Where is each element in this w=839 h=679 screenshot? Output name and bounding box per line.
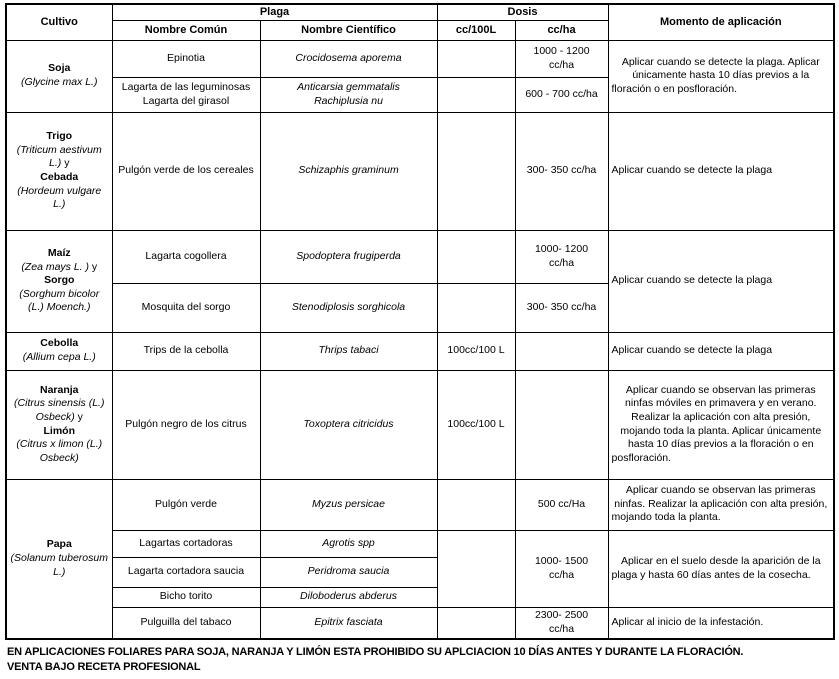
- table-row: [6, 530, 834, 557]
- crop-latin: (Allium cepa L.): [22, 351, 96, 363]
- pest-name: Lagarta de las leguminosas: [121, 80, 251, 93]
- cell-ccha-empty: [515, 370, 608, 479]
- cell-comun: Pulgón negro de los citrus: [112, 370, 260, 479]
- cell-cc100-empty: [437, 479, 515, 530]
- cell-comun: Pulgón verde: [112, 479, 260, 530]
- cell-cultivo-trigo-cebada: [6, 112, 112, 230]
- pest-name: Lagarta del girasol: [142, 94, 230, 107]
- cell-cultivo-cebolla: [6, 332, 112, 370]
- cell-ccha-empty: [515, 332, 608, 370]
- cell-cientifico: Stenodiplosis sorghicola: [260, 283, 437, 332]
- dose-line: cc/ha: [548, 568, 575, 581]
- cell-momento-cebolla: Aplicar cuando se detecte la plaga: [608, 332, 834, 370]
- table-row: [6, 370, 834, 479]
- crop-latin: (Solanum tuberosum L.): [10, 551, 108, 578]
- header-dosis: Dosis: [437, 4, 608, 20]
- cell-momento-naranja: Aplicar cuando se observan las primeras ninfas móviles en primavera y en verano. Realizar la aplicación con alta presión, mojando toda la planta. Aplicar únicamente hasta 10 días previos a la floración o en posfloración.: [608, 370, 834, 479]
- table-row: [6, 479, 834, 530]
- cell-momento-soja: Aplicar cuando se detecte la plaga. Aplicar únicamente hasta 10 días previos a la floración o en posfloración.: [608, 40, 834, 112]
- cell-cultivo-soja: [6, 40, 112, 112]
- table-row: [6, 607, 834, 639]
- crop-latin: (Glycine max L.): [21, 76, 98, 88]
- crop-latin: (Hordeum vulgare L.): [17, 184, 102, 211]
- dose-line: cc/ha: [548, 256, 575, 269]
- cell-comun: Mosquita del sorgo: [112, 283, 260, 332]
- cell-comun: Lagarta cortadora saucia: [112, 557, 260, 587]
- cell-cientifico: [260, 77, 437, 112]
- cell-cc100-empty: [437, 230, 515, 283]
- header-cc-ha: cc/ha: [515, 20, 608, 40]
- conjunction: y: [64, 157, 70, 170]
- crop-name: Maíz: [47, 246, 71, 259]
- cell-ccha: [515, 230, 608, 283]
- crop-latin: (Zea mays L. ): [21, 260, 89, 273]
- cell-comun: Lagarta cogollera: [112, 230, 260, 283]
- cell-ccha: 300- 350 cc/ha: [515, 112, 608, 230]
- crop-name: Papa: [46, 538, 72, 551]
- crop-latin: (Triticum aestivum L.): [16, 143, 102, 170]
- cell-cc100: 100cc/100 L: [437, 332, 515, 370]
- header-nombre-cientifico: Nombre Científico: [260, 20, 437, 40]
- cell-comun: Pulgón verde de los cereales: [112, 112, 260, 230]
- header-nombre-comun: Nombre Común: [112, 20, 260, 40]
- crop-name: Naranja: [39, 383, 79, 396]
- cell-cultivo-papa: [6, 479, 112, 639]
- cell-cientifico: Schizaphis graminum: [260, 112, 437, 230]
- cell-ccha: 600 - 700 cc/ha: [515, 77, 608, 112]
- cell-ccha-group: [515, 530, 608, 607]
- crop-latin: (Citrus x limon (L.) Osbeck): [16, 438, 103, 464]
- cell-ccha: 300- 350 cc/ha: [515, 283, 608, 332]
- dose-line: cc/ha: [548, 622, 575, 635]
- crop-name: Limón: [43, 424, 75, 437]
- cell-cientifico: Peridroma saucia: [260, 557, 437, 587]
- conjunction: y: [91, 260, 98, 273]
- cell-comun: Trips de la cebolla: [112, 332, 260, 370]
- cell-comun: Epinotia: [112, 40, 260, 77]
- cell-cc100: 100cc/100 L: [437, 370, 515, 479]
- header-cultivo: Cultivo: [6, 4, 112, 40]
- table-row: [6, 112, 834, 230]
- table-row: [6, 40, 834, 77]
- cell-momento-trigo: Aplicar cuando se detecte la plaga: [608, 112, 834, 230]
- cell-cc100-empty: [437, 112, 515, 230]
- table-row: [6, 230, 834, 283]
- dose-line: 1000 - 1200: [533, 44, 590, 57]
- cell-cc100-empty: [437, 283, 515, 332]
- sci-name: Anticarsia gemmatalis: [297, 80, 400, 93]
- table-row: [6, 332, 834, 370]
- cell-cientifico: Myzus persicae: [260, 479, 437, 530]
- cell-cientifico: Thrips tabaci: [260, 332, 437, 370]
- crop-name: Cebolla: [40, 337, 79, 350]
- cell-cc100-empty: [437, 77, 515, 112]
- header-cc-100l: cc/100L: [437, 20, 515, 40]
- cell-momento-papa-5: Aplicar al inicio de la infestación.: [608, 607, 834, 639]
- dose-line: cc/ha: [548, 58, 575, 71]
- crop-name: Soja: [48, 62, 71, 75]
- cell-ccha: 500 cc/Ha: [515, 479, 608, 530]
- cell-cultivo-maiz-sorgo: [6, 230, 112, 332]
- cell-cientifico: Spodoptera frugiperda: [260, 230, 437, 283]
- header-momento: Momento de aplicación: [608, 4, 834, 40]
- header-plaga: Plaga: [112, 4, 437, 20]
- header-row-1: [6, 4, 834, 20]
- cell-ccha: [515, 40, 608, 77]
- table-header: [6, 4, 834, 40]
- footnote-line: VENTA BAJO RECETA PROFESIONAL: [7, 660, 201, 673]
- cell-comun: [112, 77, 260, 112]
- crop-name: Trigo: [46, 130, 73, 143]
- cell-comun: Pulguilla del tabaco: [112, 607, 260, 639]
- cell-cientifico: Toxoptera citricidus: [260, 370, 437, 479]
- cell-cientifico: Agrotis spp: [260, 530, 437, 557]
- pest-dosage-table: [5, 3, 835, 640]
- dose-line: 2300- 2500: [534, 609, 589, 622]
- crop-latin: (Sorghum bicolor (L.) Moench.): [19, 287, 100, 314]
- sci-name: Rachiplusia nu: [314, 94, 383, 107]
- cell-cientifico: Crocidosema aporema: [260, 40, 437, 77]
- cell-comun: Lagartas cortadoras: [112, 530, 260, 557]
- cell-comun: Bicho torito: [112, 587, 260, 607]
- cell-momento-papa-1: Aplicar cuando se observan las primeras ninfas. Realizar la aplicación con alta presión, mojando toda la planta.: [608, 479, 834, 530]
- crop-latin: (Citrus sinensis (L.) Osbeck): [14, 397, 105, 423]
- dose-line: 1000- 1500: [534, 554, 589, 567]
- cell-cientifico: Diloboderus abderus: [260, 587, 437, 607]
- cell-cc100-empty: [437, 40, 515, 77]
- cell-momento-maiz: Aplicar cuando se detecte la plaga: [608, 230, 834, 332]
- crop-name: Sorgo: [44, 274, 75, 287]
- cell-ccha: [515, 607, 608, 639]
- cell-cientifico: Epitrix fasciata: [260, 607, 437, 639]
- cell-cc100-empty: [437, 607, 515, 639]
- conjunction: y: [77, 410, 83, 423]
- crop-name: Cebada: [40, 171, 79, 183]
- footnote-line: EN APLICACIONES FOLIARES PARA SOJA, NARANJA Y LIMÓN ESTA PROHIBIDO SU APLCIACION 10 DÍAS ANTES Y DURANTE LA FLORACIÓN.: [7, 646, 744, 658]
- footnotes: [7, 645, 839, 675]
- dose-line: 1000- 1200: [534, 242, 589, 255]
- cell-momento-papa-2: Aplicar en el suelo desde la aparición de la plaga y hasta 60 días antes de la cosecha.: [608, 530, 834, 607]
- cell-cc100-empty: [437, 530, 515, 607]
- cell-cultivo-naranja-limon: [6, 370, 112, 479]
